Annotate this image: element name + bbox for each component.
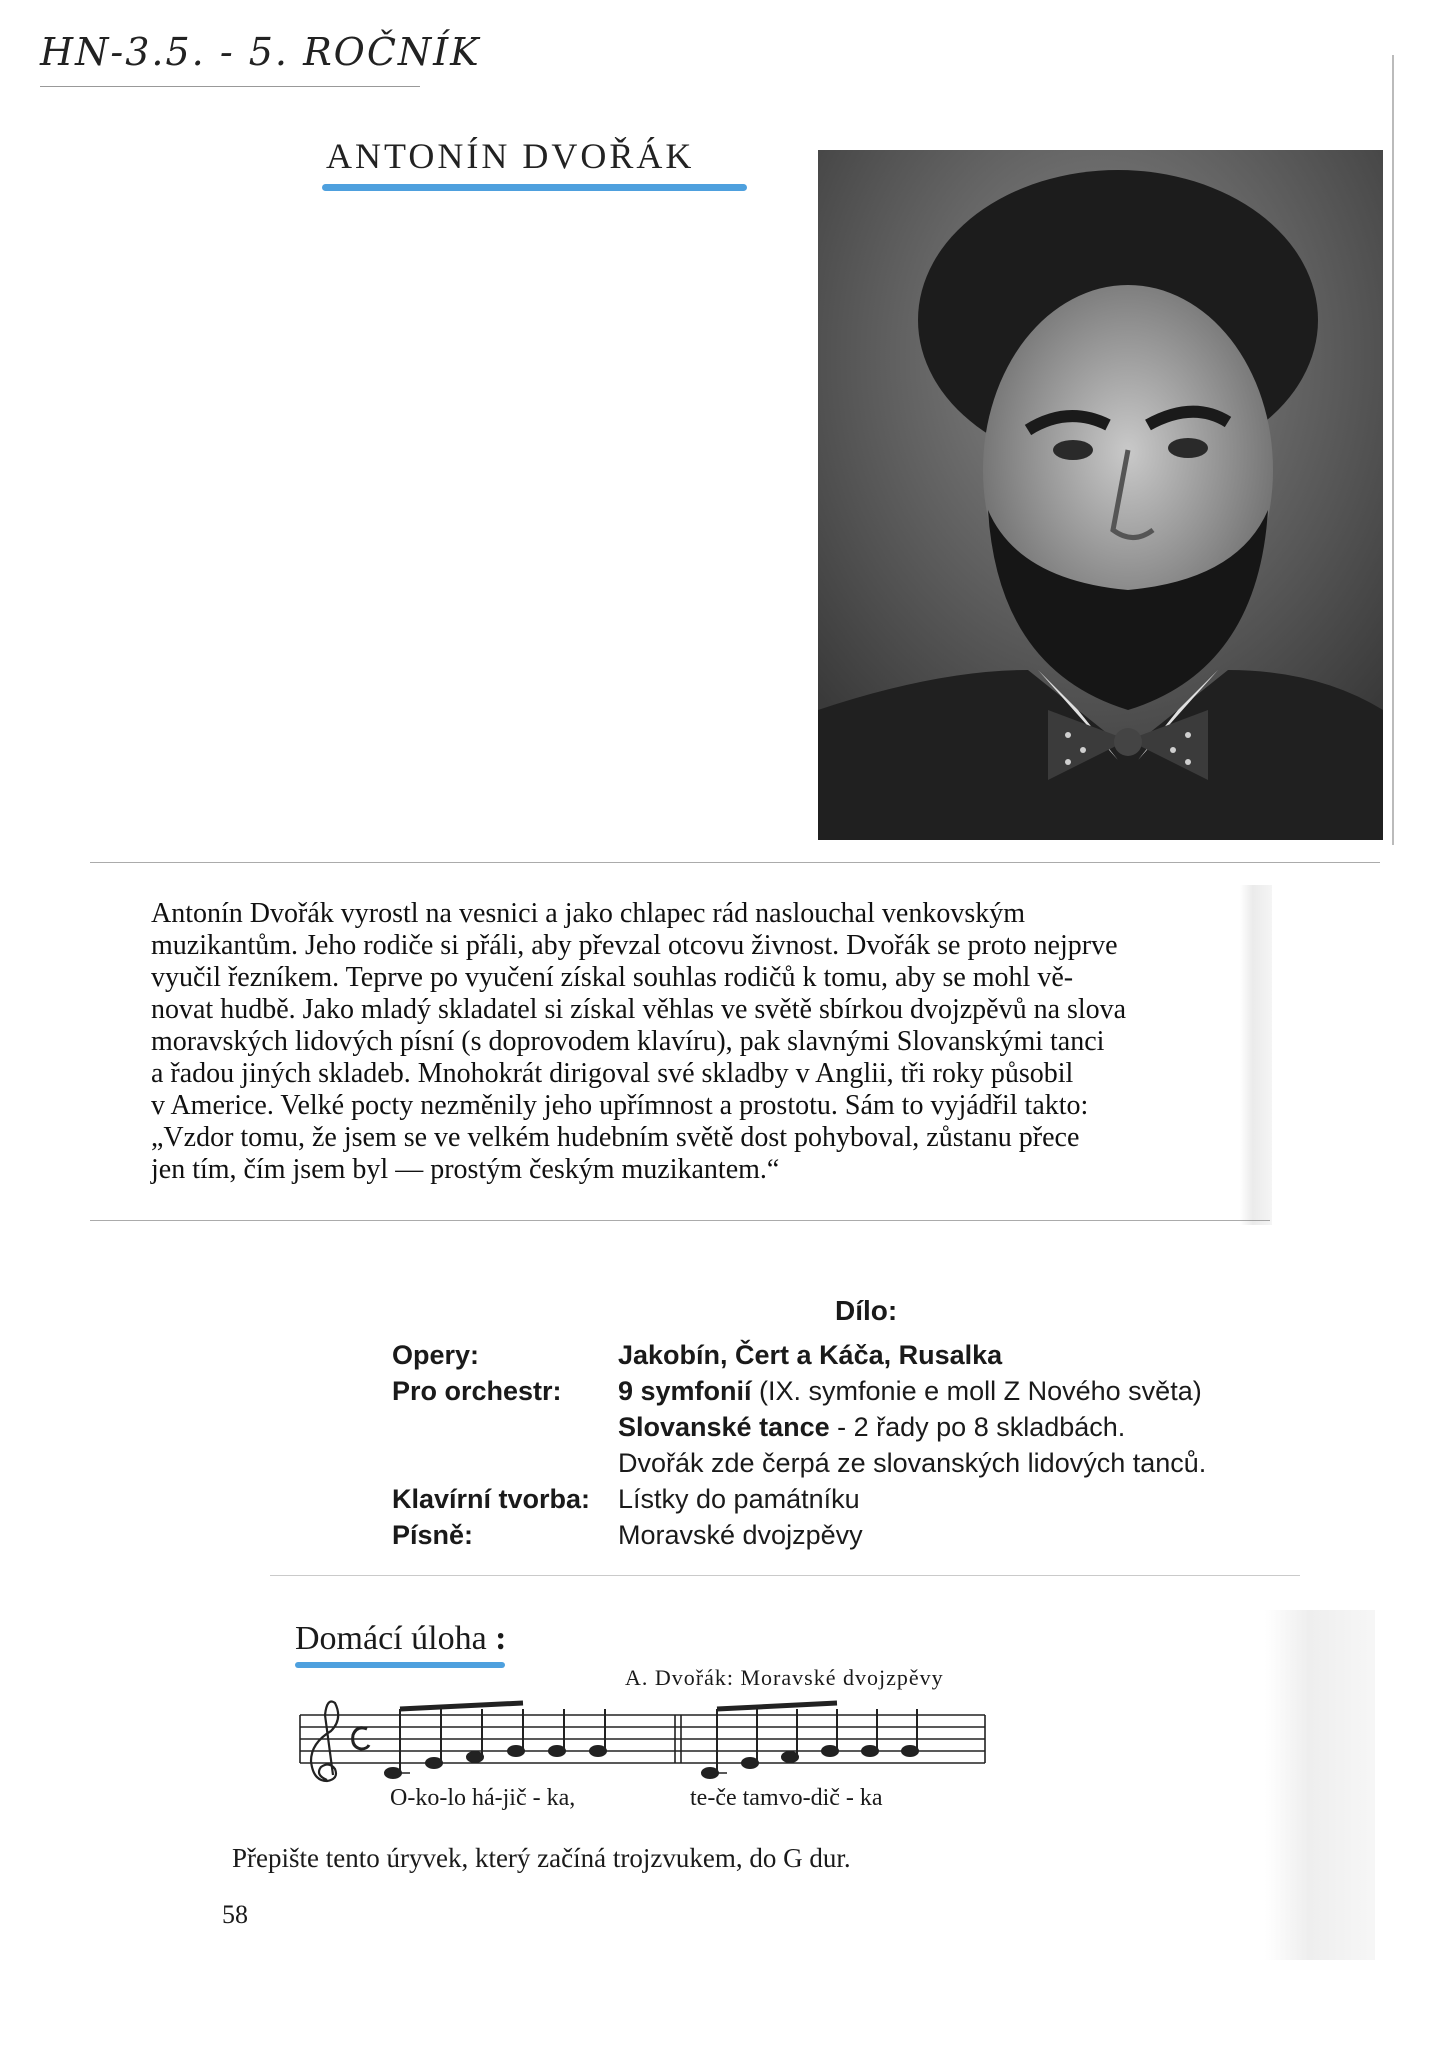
- lyrics-part-1: O-ko-lo há-jič - ka,: [390, 1785, 576, 1811]
- bio-line: jen tím, čím jsem byl — prostým českým muzikantem.“: [151, 1154, 780, 1185]
- scan-shadow: [1240, 885, 1272, 1225]
- divider-works: [270, 1575, 1300, 1576]
- homework-heading: [295, 1620, 507, 1658]
- orchestra-item-3: Dvořák zde čerpá ze slovanských lidových tanců.: [618, 1448, 1207, 1478]
- piano-value: Lístky do památníku: [618, 1484, 860, 1514]
- bio-line: moravských lidových písní (s doprovodem klavíru), pak slavnými Slovanskými tanci: [151, 1026, 1105, 1057]
- works-piano-row: [392, 1484, 590, 1515]
- scan-border: [1392, 55, 1394, 845]
- portrait-icon: [818, 150, 1383, 840]
- homework-colon: :: [495, 1620, 507, 1657]
- handwritten-underline: [40, 86, 420, 87]
- symphonies-text: 9 symfonií: [618, 1376, 752, 1406]
- lyrics-part-2: te-če tamvo-dič - ka: [690, 1785, 883, 1811]
- orchestra-item-1: [618, 1376, 1202, 1407]
- page-title: ANTONÍN DVOŘÁK: [326, 136, 695, 176]
- bio-line: v Americe. Velké pocty nezměnily jeho upřímnost a prostotu. Sám to vyjádřil takto:: [151, 1090, 1089, 1121]
- homework-title: Domácí úloha: [295, 1620, 487, 1657]
- operas-value: Jakobín, Čert a Káča, Rusalka: [618, 1340, 1003, 1370]
- songs-value: Moravské dvojzpěvy: [618, 1520, 863, 1550]
- portrait-photo: [818, 150, 1383, 840]
- music-caption: A. Dvořák: Moravské dvojzpěvy: [625, 1665, 944, 1690]
- works-heading: Dílo:: [835, 1295, 898, 1326]
- bio-line: a řadou jiných skladeb. Mnohokrát dirigoval své skladby v Anglii, tři roky působil: [151, 1058, 1074, 1089]
- works-songs-row: [392, 1520, 473, 1551]
- piano-label: Klavírní tvorba:: [392, 1484, 591, 1514]
- title-highlight: [322, 184, 747, 191]
- operas-label: Opery:: [392, 1340, 480, 1370]
- scan-shadow-2: [1265, 1610, 1375, 1960]
- homework-highlight: [295, 1662, 505, 1668]
- bio-line: vyučil řezníkem. Teprve po vyučení získal souhlas rodičů k tomu, aby se mohl vě-: [151, 962, 1074, 993]
- bio-line: Antonín Dvořák vyrostl na vesnici a jako chlapec rád naslouchal venkovským: [151, 898, 1025, 929]
- orchestra-item-2: [618, 1412, 1125, 1443]
- symphonies-detail: (IX. symfonie e moll Z Nového světa): [751, 1376, 1202, 1406]
- music-staff: [295, 1695, 995, 1790]
- handwritten-note: HN-3.5. - 5. ROČNÍK: [40, 30, 481, 74]
- page-number: 58: [222, 1900, 248, 1929]
- bio-paragraph: [151, 898, 1231, 1186]
- songs-label: Písně:: [392, 1520, 474, 1550]
- homework-instruction: Přepište tento úryvek, který začíná trojzvukem, do G dur.: [232, 1843, 851, 1873]
- divider-bottom: [90, 1220, 1270, 1221]
- dances-detail: - 2 řady po 8 skladbách.: [829, 1412, 1126, 1442]
- bio-line: novat hudbě. Jako mladý skladatel si získal věhlas ve světě sbírkou dvojzpěvů na slova: [151, 994, 1127, 1025]
- works-orchestra-row: [392, 1376, 562, 1407]
- music-notation-icon: [295, 1695, 995, 1785]
- orchestra-label: Pro orchestr:: [392, 1376, 562, 1406]
- bio-line: muzikantům. Jeho rodiče si přáli, aby převzal otcovu živnost. Dvořák se proto nejprve: [151, 930, 1118, 961]
- divider-top: [90, 862, 1380, 863]
- dances-text: Slovanské tance: [618, 1412, 830, 1442]
- works-operas-row: [392, 1340, 479, 1371]
- bio-line: „Vzdor tomu, že jsem se ve velkém hudebním světě dost pohyboval, zůstanu přece: [151, 1122, 1080, 1153]
